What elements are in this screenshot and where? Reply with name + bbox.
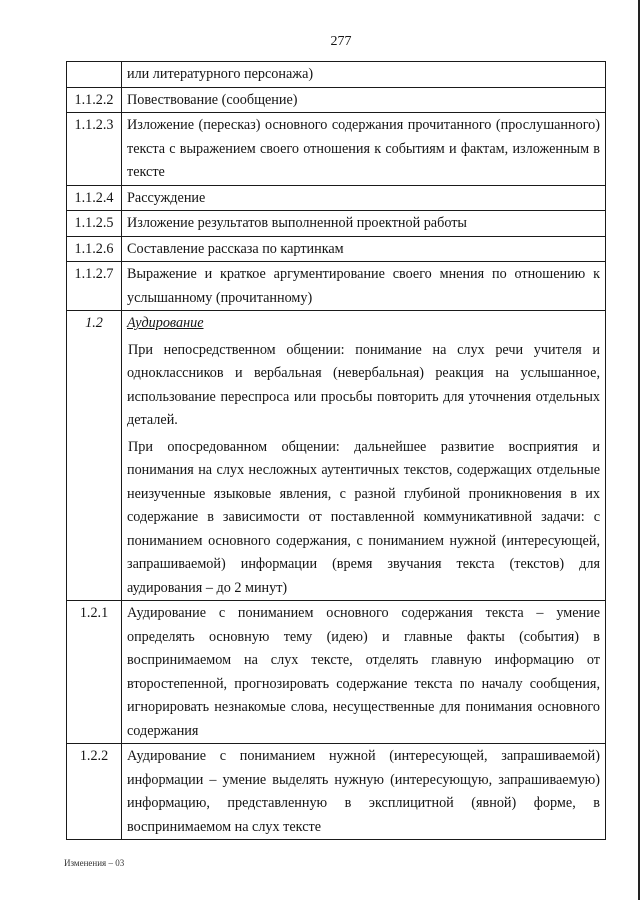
section-paragraph: При непосредственном общении: понимание на слух речи учителя и одноклассников и вербальная (невербальная) реакция на услышанное, использование переспроса или просьбы повторить для уточнения отдельных деталей.: [127, 341, 600, 428]
section-content: [122, 311, 606, 601]
table-row: [67, 113, 606, 186]
row-text: или литературного персонажа): [122, 62, 606, 88]
footer-note: Изменения – 03: [64, 858, 125, 868]
row-number: 1.1.2.4: [67, 185, 122, 211]
row-number: 1.1.2.2: [67, 87, 122, 113]
table-row: [67, 744, 606, 840]
page-number: 277: [330, 34, 352, 49]
section-number: 1.2: [67, 311, 122, 601]
row-number: 1.1.2.6: [67, 236, 122, 262]
table-row: [67, 185, 606, 211]
row-number: 1.2.2: [67, 744, 122, 840]
row-number: 1.1.2.3: [67, 113, 122, 186]
row-text: Аудирование с пониманием основного содержания текста – умение определять основную тему (идею) и главные факты (события) в воспринимаемом на слух тексте, отделять главную информацию от второстепенной, прогнозировать содержание текста по началу сообщения, игнорировать незнакомые слова, несущественные для понимания основного содержания: [122, 601, 606, 744]
row-number: 1.1.2.5: [67, 211, 122, 237]
table-row: [67, 236, 606, 262]
table-row-section: [67, 311, 606, 601]
row-text: Составление рассказа по картинкам: [122, 236, 606, 262]
content-table: [66, 61, 606, 840]
table-row: [67, 62, 606, 88]
table-row: [67, 262, 606, 311]
row-text: Повествование (сообщение): [122, 87, 606, 113]
row-text: Выражение и краткое аргументирование своего мнения по отношению к услышанному (прочитанному): [122, 262, 606, 311]
section-paragraph: При опосредованном общении: дальнейшее развитие восприятия и понимания на слух несложных аутентичных текстов, содержащих отдельные неизученные языковые явления, с разной глубиной проникновения в их содержание в зависимости от поставленной коммуникативной задачи: с пониманием основного содержания, с пониманием нужной (интересующей, запрашиваемой) информации (время звучания текста (текстов) для аудирования – до 2 минут): [127, 438, 600, 596]
row-text: Рассуждение: [122, 185, 606, 211]
row-text: Изложение результатов выполненной проектной работы: [122, 211, 606, 237]
section-heading: Аудирование: [127, 315, 204, 331]
row-text: Аудирование с пониманием нужной (интересующей, запрашиваемой) информации – умение выделять нужную (интересующую, запрашиваемую) информацию, представленную в эксплицитной (явной) форме, в воспринимаемом на слух тексте: [122, 744, 606, 840]
row-text: Изложение (пересказ) основного содержания прочитанного (прослушанного) текста с выражением своего отношения к событиям и фактам, изложенным в тексте: [122, 113, 606, 186]
table-row: [67, 601, 606, 744]
row-number: 1.1.2.7: [67, 262, 122, 311]
row-number: 1.2.1: [67, 601, 122, 744]
row-number: [67, 62, 122, 88]
table-row: [67, 87, 606, 113]
table-row: [67, 211, 606, 237]
